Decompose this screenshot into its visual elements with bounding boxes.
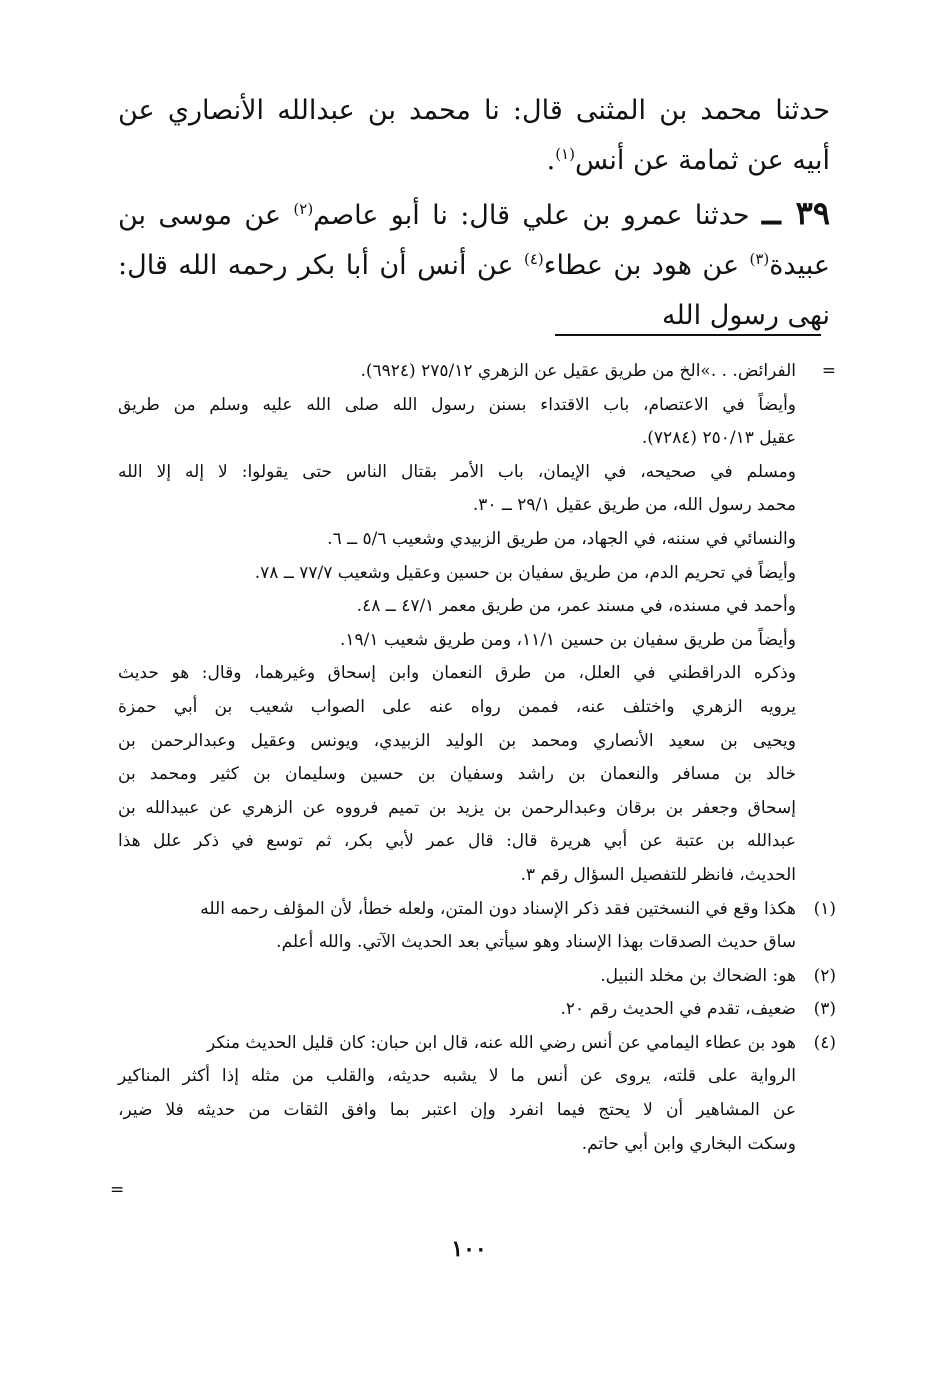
footnote-line: يرويه الزهري واختلف عنه، فممن رواه عنه على الصواب شعيب بن أبي حمزة	[118, 696, 796, 717]
footnote-line: والنسائي في سننه، في الجهاد، من طريق الزبيدي وشعيب ٥/٦ ــ ٦.	[327, 528, 796, 549]
footnote-text: هود بن عطاء اليمامي عن أنس رضي الله عنه، قال ابن حبان: كان قليل الحديث منكر	[207, 1032, 796, 1053]
footnote-text: هو: الضحاك بن مخلد النبيل.	[600, 965, 796, 986]
footnote-4	[118, 1027, 836, 1061]
p2-part-d: عن أنس أن أبا بكر رحمه الله قال: نهى رسول الله	[118, 250, 830, 331]
footnote-line: وأحمد في مسنده، في مسند عمر، من طريق معمر ٤٧/١ ــ ٤٨.	[356, 596, 796, 617]
footnote-line	[118, 355, 836, 389]
paragraph-1	[118, 86, 830, 186]
footnote-ref-4: (٤)	[523, 250, 544, 268]
hadith-number: ٣٩ ــ	[761, 194, 830, 232]
footnote-line: محمد رسول الله، من طريق عقيل ٢٩/١ ــ ٣٠.	[472, 495, 796, 516]
continued-mark: =	[110, 1180, 125, 1200]
footnote-line: الحديث، فانظر للتفصيل السؤال رقم ٣.	[520, 864, 796, 885]
p1-text: حدثنا محمد بن المثنى قال: نا محمد بن عبدالله الأنصاري عن أبيه عن ثمامة عن أنس	[118, 95, 830, 176]
footnote-line: ويحيى بن سعيد الأنصاري ومحمد بن الوليد الزبيدي، ويونس وعقيل وعبدالرحمن بن	[118, 730, 796, 751]
footnote-line: عبدالله بن عتبة عن أبي هريرة قال: قال عمر لأبي بكر، ثم توسع في ذكر علل هذا	[118, 831, 796, 852]
p1-end: .	[546, 145, 556, 176]
p2-part-a: حدثنا عمرو بن علي قال: نا أبو عاصم	[313, 200, 750, 231]
paragraph-2	[118, 188, 830, 341]
footnote-label: (٤)	[813, 1032, 836, 1053]
footnote-1	[118, 893, 836, 927]
footnote-3	[118, 993, 836, 1027]
footnote-separator	[555, 334, 821, 336]
footnote-line: عقيل ٢٥٠/١٣ (٧٢٨٤).	[641, 428, 796, 449]
footnote-2	[118, 960, 836, 994]
footnote-line: ساق حديث الصدقات بهذا الإسناد وهو سيأتي بعد الحديث الآتي. والله أعلم.	[276, 932, 796, 953]
footnote-line: وأيضاً في تحريم الدم، من طريق سفيان بن حسين وعقيل وشعيب ٧٧/٧ ــ ٧٨.	[254, 562, 796, 583]
footnotes	[118, 355, 836, 1161]
footnote-ref-3: (٣)	[749, 250, 770, 268]
footnote-line: وأيضاً في الاعتصام، باب الاقتداء بسنن رسول الله صلى الله عليه وسلم من طريق	[118, 394, 796, 415]
footnote-label: (١)	[813, 898, 836, 919]
footnote-ref-2: (٢)	[293, 200, 314, 218]
footnote-line: ومسلم في صحيحه، في الإيمان، باب الأمر بقتال الناس حتى يقولوا: لا إله إلا الله	[118, 461, 796, 482]
footnote-line: إسحاق وجعفر بن برقان وعبدالرحمن بن يزيد بن تميم فرووه عن الزهري عن عبيدالله بن	[118, 797, 796, 818]
page-number: ١٠٠	[451, 1236, 487, 1262]
footnote-text: هكذا وقع في النسختين فقد ذكر الإسناد دون المتن، ولعله خطأ، لأن المؤلف رحمه الله	[200, 898, 796, 919]
p2-part-c: عن هود بن عطاء	[543, 250, 740, 281]
footnote-text: الفرائض. . .»الخ من طريق عقيل عن الزهري ٢٧٥/١٢ (٦٩٢٤).	[360, 361, 796, 381]
p2-part-b: عن موسى بن عبيدة	[118, 200, 830, 281]
footnote-ref-1: (١)	[555, 145, 575, 163]
footnote-line: وأيضاً من طريق سفيان بن حسين ١١/١، ومن طريق شعيب ١٩/١.	[339, 629, 796, 650]
footnote-text: ضعيف، تقدم في الحديث رقم ٢٠.	[560, 999, 796, 1020]
footnote-line: وذكره الدراقطني في العلل، من طرق النعمان وابن إسحاق وغيرهما، وقال: هو حديث	[118, 663, 796, 684]
continuation-mark: =	[821, 361, 836, 381]
footnote-label: (٢)	[813, 965, 836, 986]
footnote-line: عن المشاهير أن لا يحتج فيما انفرد وإن اعتبر بما وافق الثقات من حديثه فلا ضير،	[118, 1100, 796, 1121]
footnote-line: وسكت البخاري وابن أبي حاتم.	[581, 1133, 796, 1154]
footnote-line: خالد بن مسافر والنعمان بن راشد وسفيان بن حسين وسليمان بن كثير ومحمد بن	[118, 764, 796, 785]
footnote-label: (٣)	[813, 999, 836, 1020]
footnote-line: الرواية على قلته، يروى عن أنس ما لا يشبه حديثه، والقلب من مثله إذا أكثر المناكير	[118, 1066, 796, 1087]
main-text	[118, 86, 830, 341]
